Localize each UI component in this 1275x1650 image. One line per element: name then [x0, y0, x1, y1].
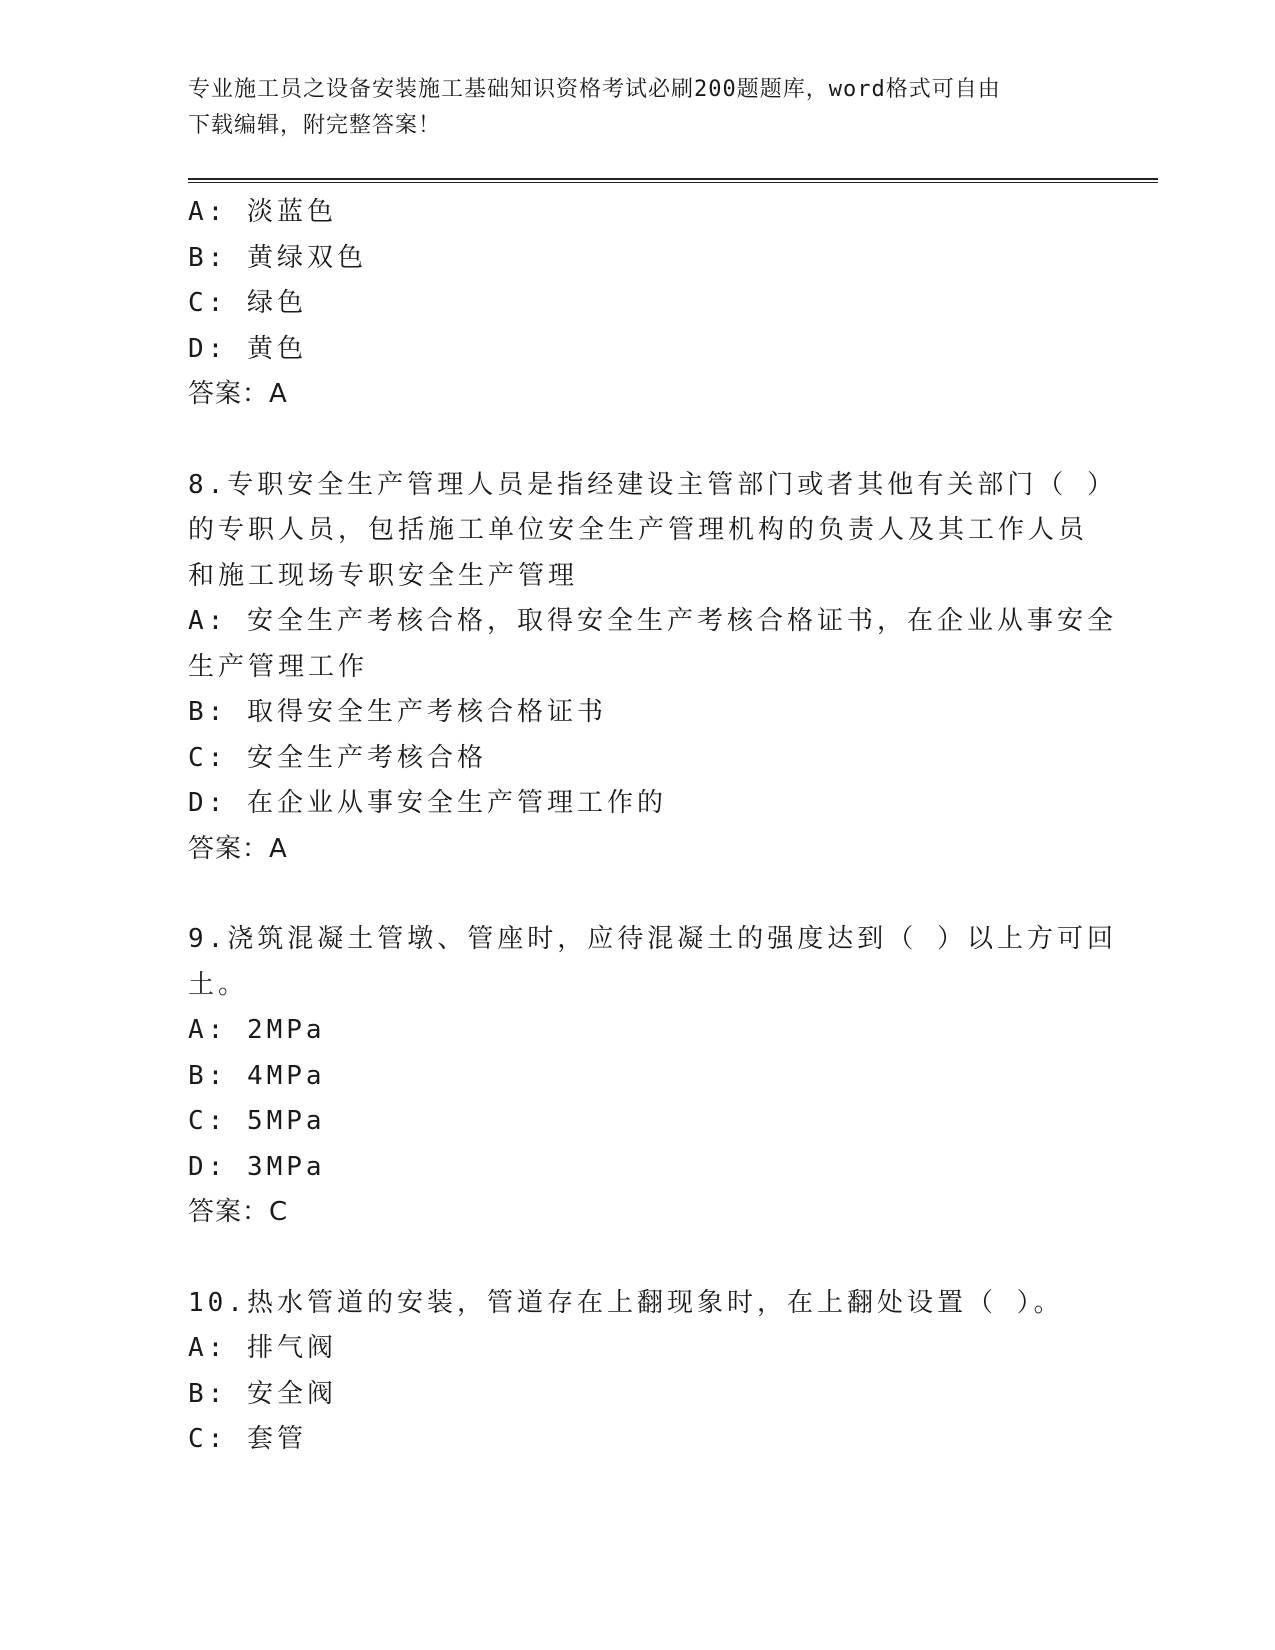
q9-stem-line-2: 土。: [188, 969, 249, 1000]
q8-option-b: B: 取得安全生产考核合格证书: [188, 697, 607, 727]
q7-option-c: C: 绿色: [188, 288, 307, 318]
spacer: [188, 418, 1088, 463]
q8-stem-line-1: 8.专职安全生产管理人员是指经建设主管部门或者其他有关部门（ ）: [188, 469, 1117, 500]
q9-option-a: A: 2MPa: [188, 1015, 326, 1045]
q9-option-c: C: 5MPa: [188, 1106, 326, 1136]
q7-option-d: D: 黄色: [188, 333, 307, 364]
spacer: [188, 1236, 1088, 1281]
question-list: [188, 190, 1117, 1463]
q10-stem-line-1: 10.热水管道的安装，管道存在上翻现象时，在上翻处设置（ ）。: [188, 1287, 1064, 1318]
header-line-2: 下载编辑，附完整答案！: [188, 113, 442, 138]
header-line-1: 专业施工员之设备安装施工基础知识资格考试必刷200题题库，word格式可自由: [188, 77, 1001, 102]
question-7: [188, 190, 1088, 418]
q10-option-b: B: 安全阀: [188, 1378, 337, 1409]
q8-option-a-line-2: 生产管理工作: [188, 651, 369, 682]
spacer: [188, 872, 1088, 917]
q9-option-d: D: 3MPa: [188, 1151, 326, 1182]
q9-option-b: B: 4MPa: [188, 1060, 326, 1091]
document-header: [188, 72, 1068, 144]
q8-option-d: D: 在企业从事安全生产管理工作的: [188, 788, 667, 818]
question-10: [188, 1281, 1088, 1463]
q8-stem-line-2: 的专职人员，包括施工单位安全生产管理机构的负责人及其工作人员: [188, 515, 1089, 545]
q8-option-c: C: 安全生产考核合格: [188, 742, 487, 773]
q10-option-a: A: 排气阀: [188, 1333, 337, 1363]
q8-stem-line-3: 和施工现场专职安全生产管理: [188, 560, 579, 591]
question-8: [188, 463, 1117, 873]
q7-option-b: B: 黄绿双色: [188, 242, 367, 273]
header-divider: [188, 178, 1158, 183]
q10-option-c: C: 套管: [188, 1424, 307, 1454]
question-9: [188, 917, 1117, 1236]
q8-option-a-line-1: A: 安全生产考核合格，取得安全生产考核合格证书，在企业从事安全: [188, 606, 1117, 636]
q7-option-a: A: 淡蓝色: [188, 197, 337, 227]
q9-answer: 答案：C: [188, 1197, 289, 1227]
q9-stem-line-1: 9.浇筑混凝土管墩、管座时，应待混凝土的强度达到（ ）以上方可回: [188, 924, 1117, 954]
q8-answer: 答案：A: [188, 833, 288, 864]
q7-answer: 答案：A: [188, 379, 288, 409]
